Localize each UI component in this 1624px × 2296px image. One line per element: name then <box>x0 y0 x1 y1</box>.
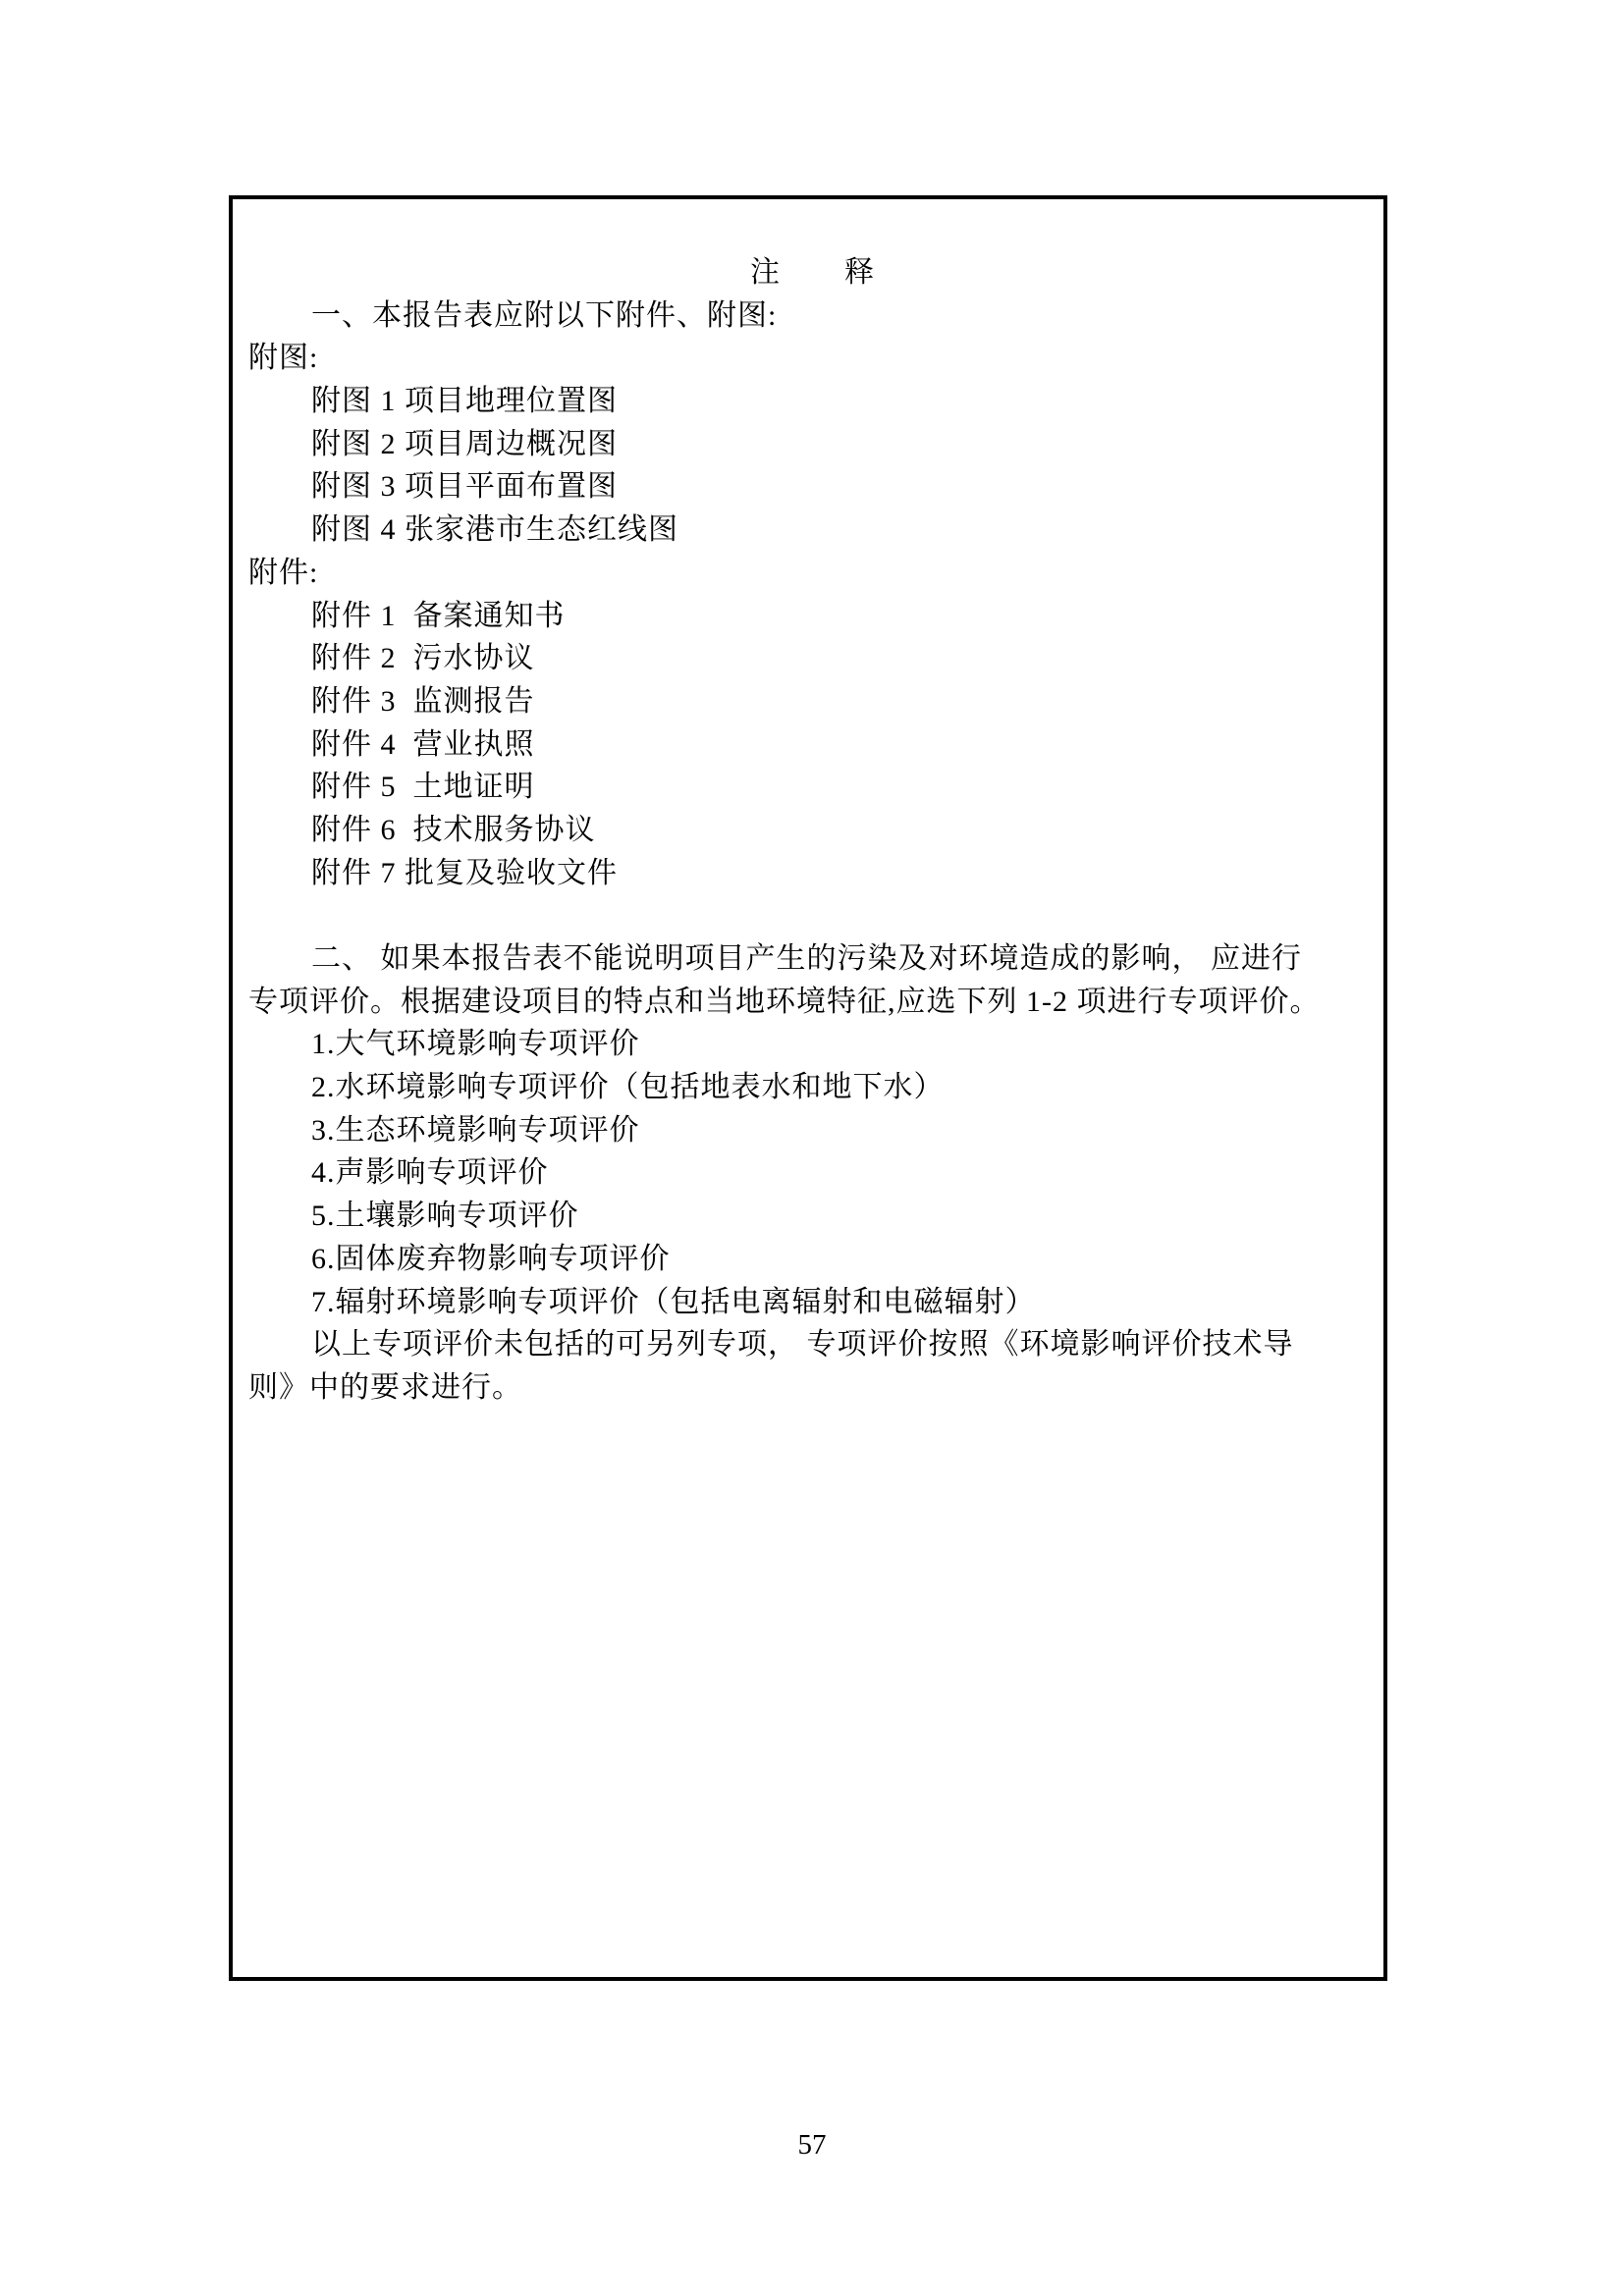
text-line: 3.生态环境影响专项评价 <box>311 1113 640 1147</box>
text-line: 附件 6 技术服务协议 <box>311 813 596 846</box>
text-line: 附件: <box>248 556 319 589</box>
text-line: 专项评价。根据建设项目的特点和当地环境特征,应选下列 1-2 项进行专项评价。 <box>248 985 1321 1018</box>
text-line: 附件 4 营业执照 <box>311 727 535 761</box>
text-line: 附图: <box>248 342 319 375</box>
page-number: 57 <box>797 2129 827 2161</box>
text-line: 6.固体废弃物影响专项评价 <box>311 1242 671 1275</box>
text-line: 附件 3 监测报告 <box>311 684 535 718</box>
text-line: 附图 3 项目平面布置图 <box>311 470 618 504</box>
text-line: 则》中的要求进行。 <box>248 1370 522 1404</box>
text-line: 5.土壤影响专项评价 <box>311 1200 579 1233</box>
text-line: 二、 如果本报告表不能说明项目产生的污染及对环境造成的影响， 应进行 <box>311 942 1302 975</box>
text-line: 附件 2 污水协议 <box>311 642 535 675</box>
text-line: 附件 7 批复及验收文件 <box>311 856 618 889</box>
text-line: 附件 1 备案通知书 <box>311 599 566 632</box>
blank-line <box>248 894 1378 937</box>
text-line: 附件 5 土地证明 <box>311 771 535 804</box>
text-line: 附图 1 项目地理位置图 <box>311 385 618 418</box>
text-line: 7.辐射环境影响专项评价（包括电离辐射和电磁辐射） <box>311 1285 1036 1318</box>
text-line: 2.水环境影响专项评价（包括地表水和地下水） <box>311 1071 945 1104</box>
notes-border-box <box>229 195 1387 1981</box>
notes-content <box>248 251 1378 1410</box>
text-line: 附图 4 张家港市生态红线图 <box>311 513 678 547</box>
text-line: 1.大气环境影响专项评价 <box>311 1028 640 1061</box>
text-line: 一、本报告表应附以下附件、附图: <box>311 298 778 332</box>
notes-title: 注 释 <box>750 256 876 289</box>
text-line: 附图 2 项目周边概况图 <box>311 427 618 460</box>
text-line: 以上专项评价未包括的可另列专项， 专项评价按照《环境影响评价技术导 <box>311 1328 1294 1362</box>
text-line: 4.声影响专项评价 <box>311 1156 549 1190</box>
